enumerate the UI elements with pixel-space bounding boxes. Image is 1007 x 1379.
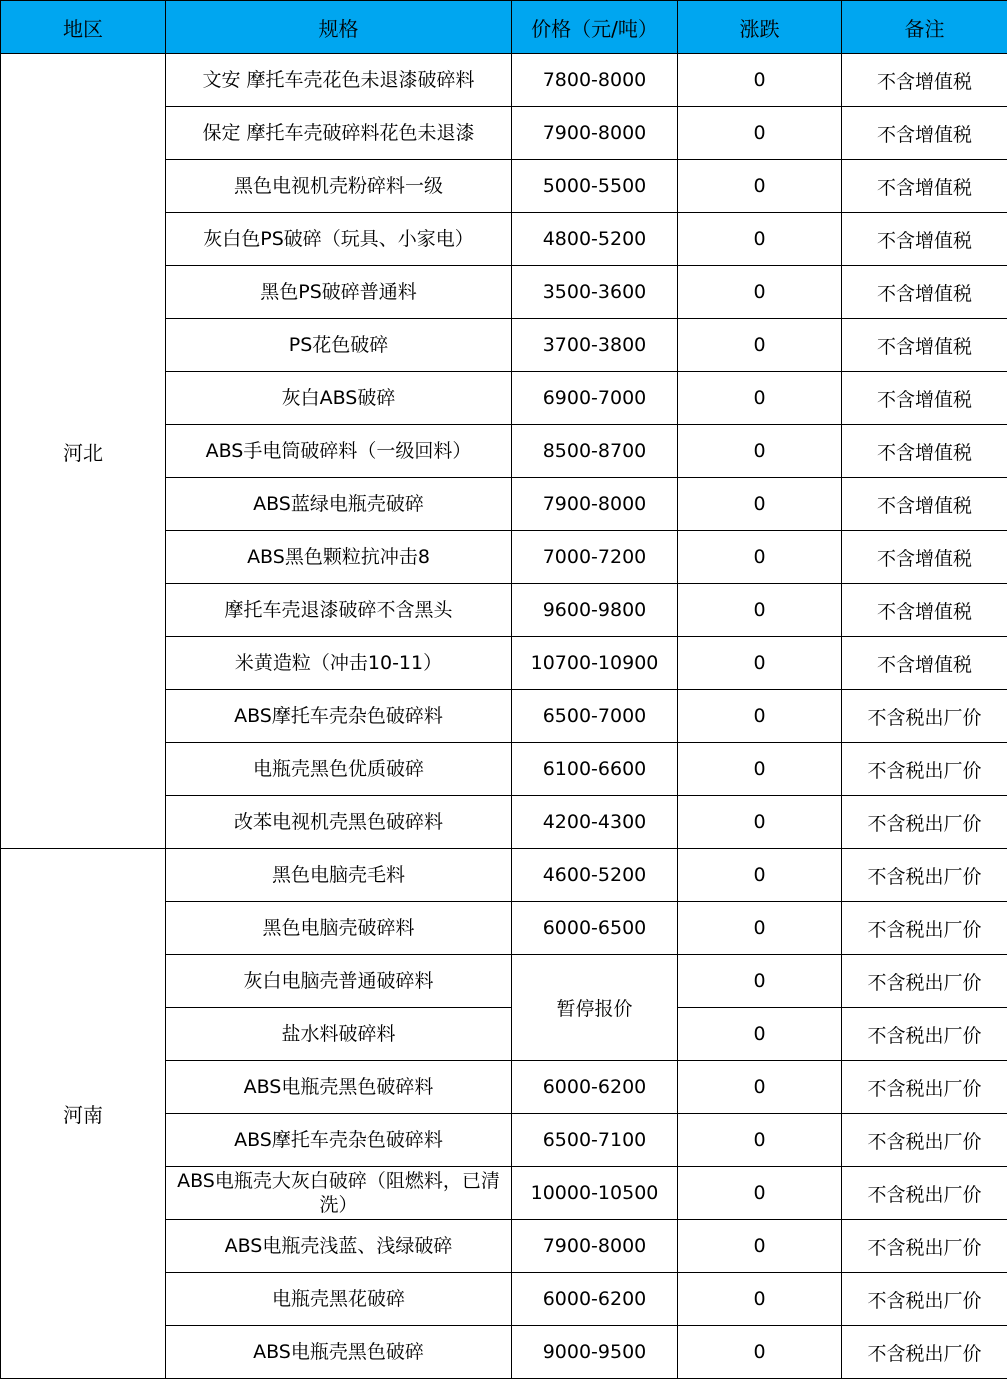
- change-cell: 0: [678, 478, 842, 531]
- change-cell: 0: [678, 1326, 842, 1379]
- change-cell: 0: [678, 637, 842, 690]
- remark-cell: 不含增值税: [842, 478, 1007, 531]
- price-cell: 7900-8000: [512, 478, 678, 531]
- change-cell: 0: [678, 584, 842, 637]
- change-cell: 0: [678, 1220, 842, 1273]
- table-body: [1, 54, 1007, 1379]
- spec-cell: 米黄造粒（冲击10-11）: [166, 637, 512, 690]
- change-cell: 0: [678, 690, 842, 743]
- header-row: [1, 1, 1007, 54]
- price-cell: 6900-7000: [512, 372, 678, 425]
- remark-cell: 不含税出厂价: [842, 955, 1007, 1008]
- remark-cell: 不含增值税: [842, 266, 1007, 319]
- remark-cell: 不含税出厂价: [842, 902, 1007, 955]
- header-remark: 备注: [842, 1, 1007, 54]
- spec-cell: 文安 摩托车壳花色未退漆破碎料: [166, 54, 512, 107]
- price-cell: 6500-7000: [512, 690, 678, 743]
- price-cell: 6000-6200: [512, 1273, 678, 1326]
- spec-cell: ABS摩托车壳杂色破碎料: [166, 690, 512, 743]
- header-change: 涨跌: [678, 1, 842, 54]
- spec-cell: 黑色PS破碎普通料: [166, 266, 512, 319]
- remark-cell: 不含增值税: [842, 584, 1007, 637]
- header-spec: 规格: [166, 1, 512, 54]
- change-cell: 0: [678, 531, 842, 584]
- price-cell: 6100-6600: [512, 743, 678, 796]
- change-cell: 0: [678, 1061, 842, 1114]
- spec-cell: 黑色电脑壳毛料: [166, 849, 512, 902]
- remark-cell: 不含税出厂价: [842, 1220, 1007, 1273]
- price-cell-suspended: 暂停报价: [512, 955, 678, 1061]
- remark-cell: 不含增值税: [842, 54, 1007, 107]
- remark-cell: 不含增值税: [842, 160, 1007, 213]
- change-cell: 0: [678, 266, 842, 319]
- change-cell: 0: [678, 796, 842, 849]
- change-cell: 0: [678, 1273, 842, 1326]
- spec-cell: 电瓶壳黑色优质破碎: [166, 743, 512, 796]
- change-cell: 0: [678, 955, 842, 1008]
- price-cell: 8500-8700: [512, 425, 678, 478]
- price-cell: 3500-3600: [512, 266, 678, 319]
- price-cell: 6000-6500: [512, 902, 678, 955]
- price-cell: 7900-8000: [512, 1220, 678, 1273]
- remark-cell: 不含税出厂价: [842, 1273, 1007, 1326]
- price-cell: 6000-6200: [512, 1061, 678, 1114]
- spec-cell: ABS手电筒破碎料（一级回料）: [166, 425, 512, 478]
- spec-cell: 灰白ABS破碎: [166, 372, 512, 425]
- price-cell: 4800-5200: [512, 213, 678, 266]
- change-cell: 0: [678, 319, 842, 372]
- spec-cell: ABS电瓶壳黑色破碎: [166, 1326, 512, 1379]
- spec-cell: 改苯电视机壳黑色破碎料: [166, 796, 512, 849]
- remark-cell: 不含税出厂价: [842, 743, 1007, 796]
- remark-cell: 不含增值税: [842, 531, 1007, 584]
- change-cell: 0: [678, 1114, 842, 1167]
- remark-cell: 不含税出厂价: [842, 1008, 1007, 1061]
- price-cell: 7800-8000: [512, 54, 678, 107]
- price-cell: 10700-10900: [512, 637, 678, 690]
- table-row: [1, 54, 1007, 107]
- spec-cell: 黑色电脑壳破碎料: [166, 902, 512, 955]
- remark-cell: 不含增值税: [842, 637, 1007, 690]
- price-cell: 5000-5500: [512, 160, 678, 213]
- remark-cell: 不含税出厂价: [842, 1326, 1007, 1379]
- price-cell: 6500-7100: [512, 1114, 678, 1167]
- spec-cell: 摩托车壳退漆破碎不含黑头: [166, 584, 512, 637]
- spec-cell: ABS摩托车壳杂色破碎料: [166, 1114, 512, 1167]
- change-cell: 0: [678, 107, 842, 160]
- remark-cell: 不含增值税: [842, 107, 1007, 160]
- price-cell: 4200-4300: [512, 796, 678, 849]
- spec-cell: 灰白电脑壳普通破碎料: [166, 955, 512, 1008]
- spec-cell: 保定 摩托车壳破碎料花色未退漆: [166, 107, 512, 160]
- spec-cell: ABS电瓶壳黑色破碎料: [166, 1061, 512, 1114]
- table-header: [1, 1, 1007, 54]
- price-cell: 3700-3800: [512, 319, 678, 372]
- price-cell: 10000-10500: [512, 1167, 678, 1220]
- remark-cell: 不含税出厂价: [842, 1061, 1007, 1114]
- change-cell: 0: [678, 54, 842, 107]
- price-cell: 7900-8000: [512, 107, 678, 160]
- remark-cell: 不含税出厂价: [842, 690, 1007, 743]
- change-cell: 0: [678, 372, 842, 425]
- change-cell: 0: [678, 213, 842, 266]
- change-cell: 0: [678, 743, 842, 796]
- spec-cell: 盐水料破碎料: [166, 1008, 512, 1061]
- remark-cell: 不含增值税: [842, 425, 1007, 478]
- remark-cell: 不含增值税: [842, 372, 1007, 425]
- remark-cell: 不含增值税: [842, 213, 1007, 266]
- header-price: 价格（元/吨）: [512, 1, 678, 54]
- price-cell: 9000-9500: [512, 1326, 678, 1379]
- spec-cell: 电瓶壳黑花破碎: [166, 1273, 512, 1326]
- change-cell: 0: [678, 425, 842, 478]
- price-cell: 4600-5200: [512, 849, 678, 902]
- price-cell: 9600-9800: [512, 584, 678, 637]
- region-cell-henan: 河南: [1, 849, 166, 1379]
- spec-cell: ABS黑色颗粒抗冲击8: [166, 531, 512, 584]
- remark-cell: 不含增值税: [842, 319, 1007, 372]
- spec-cell: ABS电瓶壳浅蓝、浅绿破碎: [166, 1220, 512, 1273]
- remark-cell: 不含税出厂价: [842, 796, 1007, 849]
- change-cell: 0: [678, 160, 842, 213]
- spec-cell: ABS电瓶壳大灰白破碎（阻燃料，已清洗）: [166, 1167, 512, 1220]
- spec-cell: PS花色破碎: [166, 319, 512, 372]
- remark-cell: 不含税出厂价: [842, 849, 1007, 902]
- change-cell: 0: [678, 849, 842, 902]
- spec-cell: ABS蓝绿电瓶壳破碎: [166, 478, 512, 531]
- header-region: 地区: [1, 1, 166, 54]
- change-cell: 0: [678, 902, 842, 955]
- remark-cell: 不含税出厂价: [842, 1167, 1007, 1220]
- region-cell-hebei: 河北: [1, 54, 166, 849]
- spec-cell: 黑色电视机壳粉碎料一级: [166, 160, 512, 213]
- spec-cell: 灰白色PS破碎（玩具、小家电）: [166, 213, 512, 266]
- table-row: [1, 849, 1007, 902]
- change-cell: 0: [678, 1167, 842, 1220]
- price-cell: 7000-7200: [512, 531, 678, 584]
- remark-cell: 不含税出厂价: [842, 1114, 1007, 1167]
- change-cell: 0: [678, 1008, 842, 1061]
